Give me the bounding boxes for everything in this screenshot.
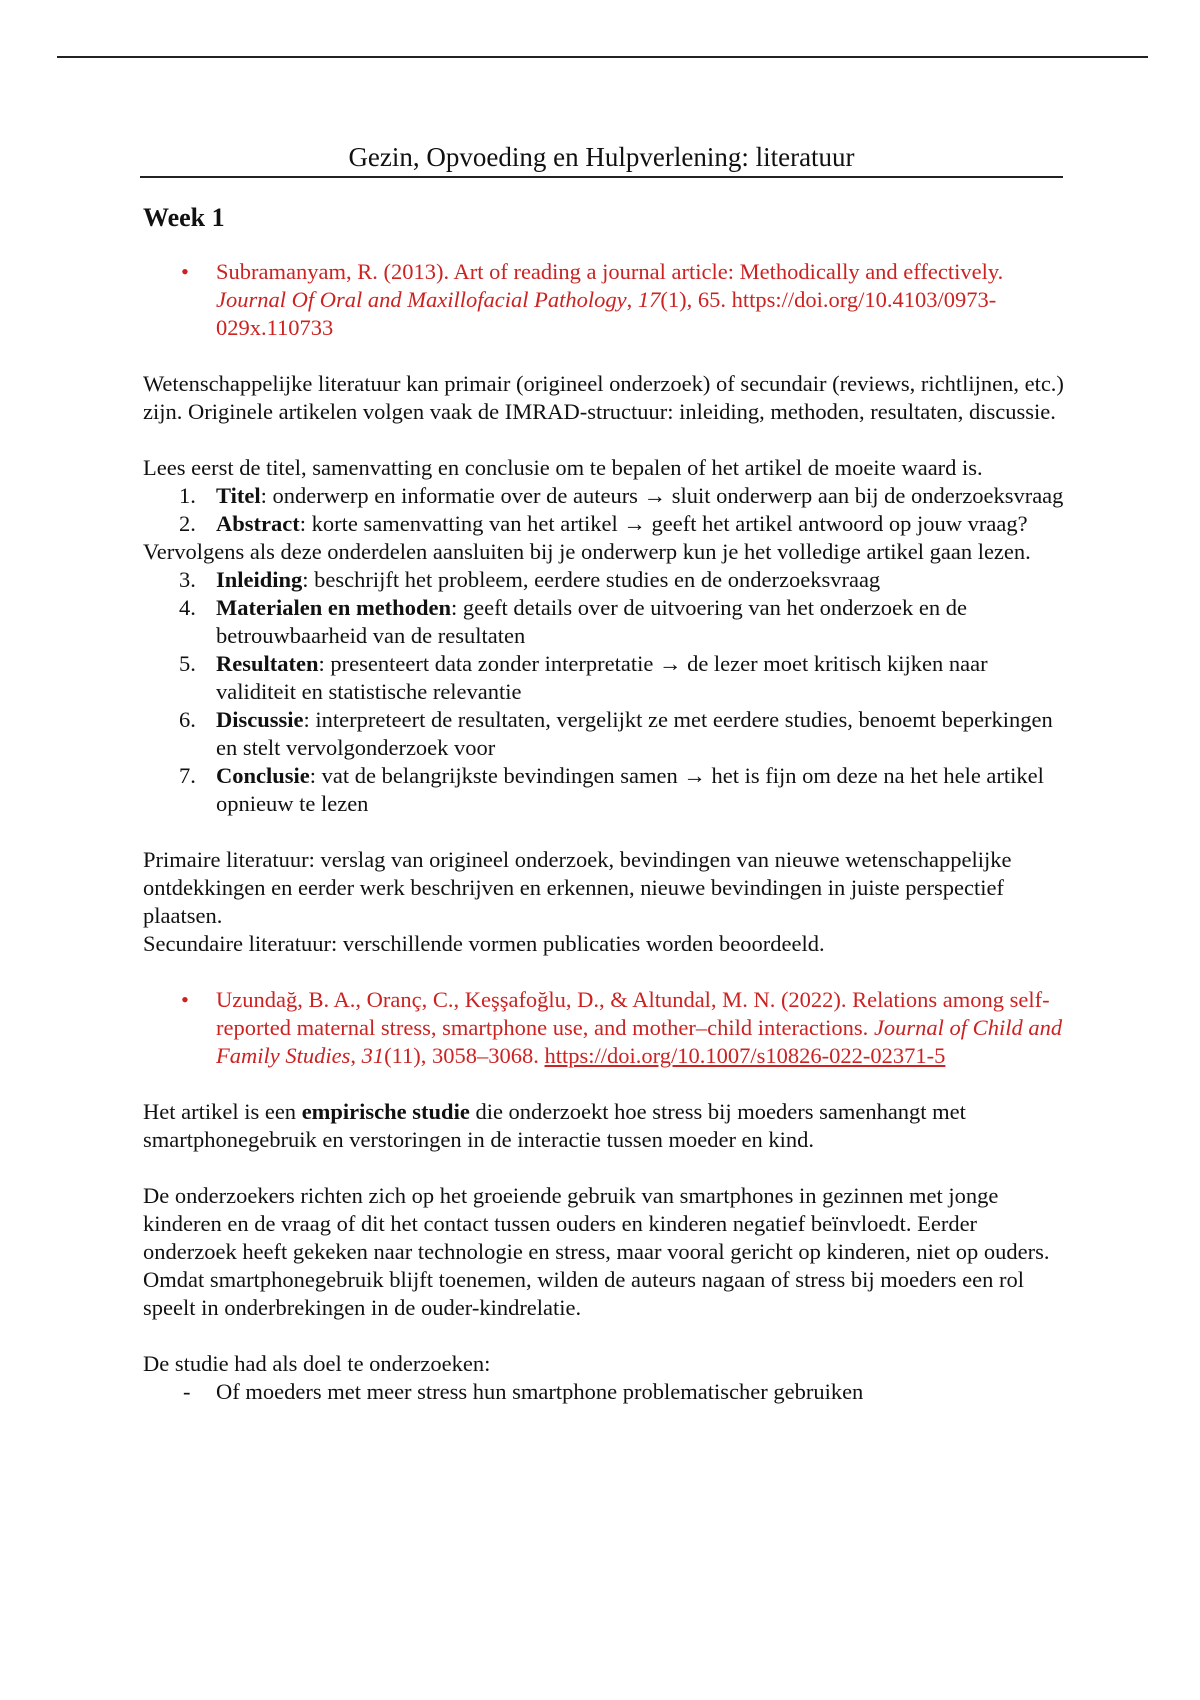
reading-steps-list-a [143, 482, 1073, 538]
list-item: 1. Titel: onderwerp en informatie over de auteurs → sluit onderwerp aan bij de onderzoeksvraag [179, 483, 1064, 508]
reference-uzundag [143, 986, 1073, 1070]
reference-doi: https://doi.org/10.4103/0973-029x.110733 [216, 287, 997, 340]
week-heading: Week 1 [143, 203, 225, 232]
reference-journal: Journal of Child and Family Studies [216, 1015, 1063, 1068]
bullet-icon: • [181, 259, 189, 284]
reference-authors: Subramanyam, R. (2013). Art of reading a journal article: Methodically and effectively. [216, 259, 1004, 284]
researchers-paragraph: De onderzoekers richten zich op het groeiende gebruik van smartphones in gezinnen met jonge kinderen en de vraag of dit het contact tussen ouders en kinderen negatief beïnvloedt. Eerder onderzoek heeft gekeken naar technologie en stress, maar vooral gericht op kinderen, niet op ouders. Omdat smartphonegebruik blijft toenemen, wilden de auteurs nagaan of stress bij moeders een rol speelt in onderbrekingen in de ouder-kindrelatie. [143, 1183, 1050, 1320]
list-item: 2. Abstract: korte samenvatting van het artikel → geeft het artikel antwoord op jouw vraag? [179, 511, 1028, 536]
reference-journal: Journal Of Oral and Maxillofacial Pathology [216, 287, 627, 312]
step-term: Resultaten [216, 651, 319, 676]
primary-literature-paragraph: Primaire literatuur: verslag van origineel onderzoek, bevindingen van nieuwe wetenschappelijke ontdekkingen en eerder werk beschrijven en erkennen, nieuwe bevindingen in juiste perspectief plaatsen. [143, 847, 1012, 928]
step-term: Titel [216, 483, 261, 508]
step-term: Materialen en methoden [216, 595, 451, 620]
list-item: 3. Inleiding: beschrijft het probleem, eerdere studies en de onderzoeksvraag [179, 567, 881, 592]
reference-issue: (1), 65. [660, 287, 732, 312]
reference-separator: , [626, 287, 638, 312]
reference-authors: Uzundağ, B. A., Oranç, C., Keşşafoğlu, D., & Altundal, M. N. (2022). Relations among self-reported maternal stress, smartphone use, and mother–child interactions. [216, 987, 1050, 1040]
step-term: Discussie [216, 707, 304, 732]
reading-steps-list-b [143, 566, 1073, 818]
step-term: Abstract [216, 511, 300, 536]
list-item: 7. Conclusie: vat de belangrijkste bevindingen samen → het is fijn om deze na het hele artikel opnieuw te lezen [179, 763, 1044, 816]
aim-lead: De studie had als doel te onderzoeken: [143, 1351, 491, 1376]
step-term: Conclusie [216, 763, 310, 788]
reference-volume: 31 [361, 1043, 385, 1068]
document-body [143, 140, 1073, 1406]
list-item: 4. Materialen en methoden: geeft details over de uitvoering van het onderzoek en de betrouwbaarheid van de resultaten [179, 595, 968, 648]
empirical-study-paragraph: Het artikel is een empirische studie die onderzoekt hoe stress bij moeders samenhangt met smartphonegebruik en verstoringen in de interactie tussen moeder en kind. [143, 1099, 966, 1152]
intro-paragraph: Wetenschappelijke literatuur kan primair (origineel onderzoek) of secundair (reviews, richtlijnen, etc.) zijn. Originele artikelen volgen vaak de IMRAD-structuur: inleiding, methoden, resultaten, discussie. [143, 371, 1064, 424]
reference-subramanyam [143, 258, 1073, 342]
reference-volume: 17 [637, 287, 661, 312]
list-item: 6. Discussie: interpreteert de resultaten, vergelijkt ze met eerdere studies, benoemt beperkingen en stelt vervolgonderzoek voor [179, 707, 1053, 760]
list-item: 5. Resultaten: presenteert data zonder interpretatie → de lezer moet kritisch kijken naar validiteit en statistische relevantie [179, 651, 988, 704]
then-read-paragraph: Vervolgens als deze onderdelen aansluiten bij je onderwerp kun je het volledige artikel gaan lezen. [143, 539, 1031, 564]
reference-issue: (11), 3058–3068. [384, 1043, 545, 1068]
list-item: - Of moeders met meer stress hun smartphone problematischer gebruiken [183, 1379, 864, 1404]
header-rule [57, 56, 1148, 58]
reference-separator: , [350, 1043, 362, 1068]
step-term: Inleiding [216, 567, 303, 592]
secondary-literature-paragraph: Secundaire literatuur: verschillende vormen publicaties worden beoordeeld. [143, 931, 825, 956]
bullet-icon: • [181, 987, 189, 1012]
page-title: Gezin, Opvoeding en Hulpverlening: literatuur [140, 140, 1063, 178]
empirical-term: empirische studie [301, 1099, 470, 1124]
doi-link[interactable]: https://doi.org/10.1007/s10826-022-02371-5 [544, 1043, 946, 1068]
read-first-paragraph: Lees eerst de titel, samenvatting en conclusie om te bepalen of het artikel de moeite waard is. [143, 455, 983, 480]
